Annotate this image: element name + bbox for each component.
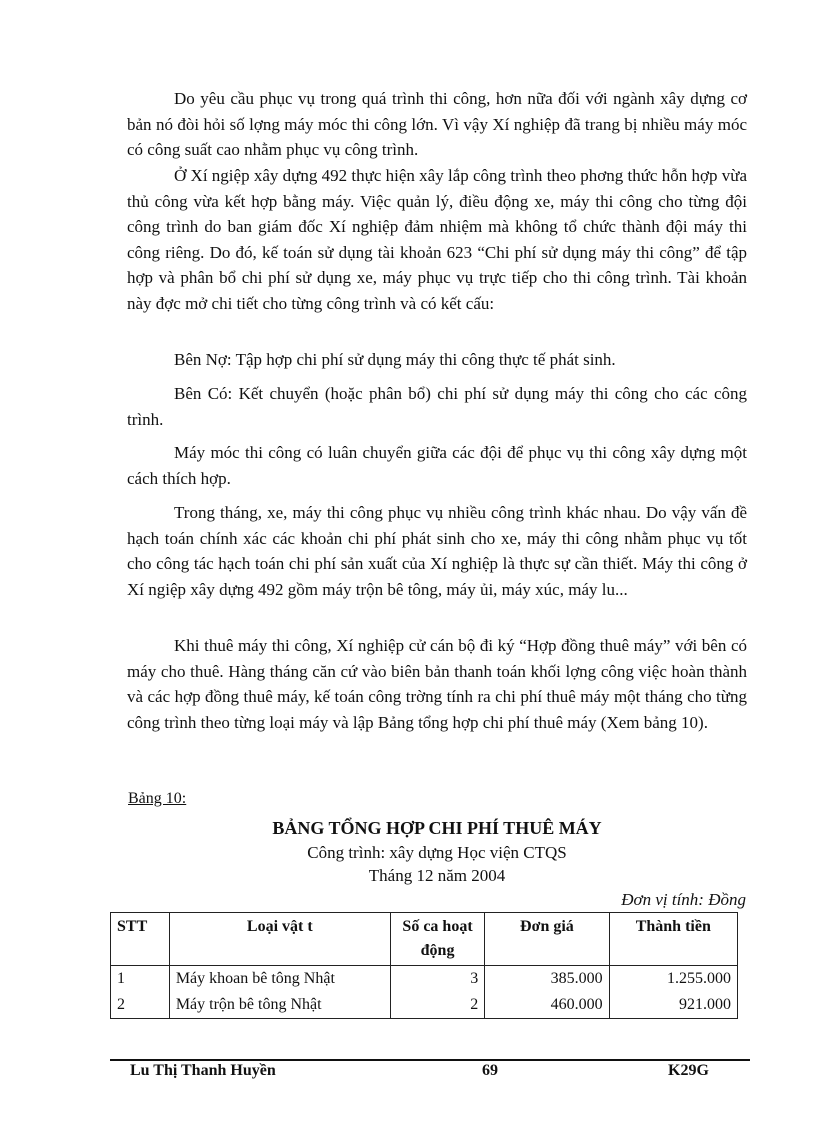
header-shift-count [390,913,484,966]
header-shift-count-line1: Số ca hoạt [402,918,473,935]
footer-author: Lu Thị Thanh Huyền [130,1062,276,1079]
cell-amount: 921.000 [609,992,737,1019]
table-header-row [111,913,738,966]
table-caption: Bảng 10: [128,790,187,807]
unit-label: Đơn vị tính: Đồng [621,890,746,909]
header-shift-count-line2: động [420,942,455,959]
paragraph-4: Bên Có: Kết chuyển (hoặc phân bổ) chi phí sử dụng máy thi công cho các công trình. [127,384,747,429]
cell-item-type: Máy khoan bê tông Nhật [169,966,390,993]
paragraph-3: Bên Nợ: Tập hợp chi phí sử dụng máy thi công thực tế phát sinh. [174,350,616,369]
header-unit-price: Đơn giá [485,913,609,966]
table-title: BẢNG TỔNG HỢP CHI PHÍ THUÊ MÁY [272,818,602,838]
cell-shift-count: 3 [390,966,484,993]
rental-cost-table [110,912,738,1019]
footer-page-number: 69 [482,1062,498,1079]
footer-class-code: K29G [668,1062,709,1079]
paragraph-1: Do yêu cầu phục vụ trong quá trình thi công, hơn nữa đối với ngành xây dựng cơ bản nó đòi hỏi số lợng máy móc thi công lớn. Vì vậy Xí nghiệp đã trang bị nhiều máy móc có công suất cao nhằm phục vụ công trình. [127,89,747,159]
cell-stt: 1 [111,966,170,993]
cell-unit-price: 460.000 [485,992,609,1019]
table-period: Tháng 12 năm 2004 [368,866,506,885]
cell-amount: 1.255.000 [609,966,737,993]
paragraph-6: Trong tháng, xe, máy thi công phục vụ nhiều công trình khác nhau. Do vậy vấn đề hạch toán chính xác các khoản chi phí phát sinh cho xe, máy thi công nhằm phục vụ tốt cho công tác hạch toán chi phí sản xuất của Xí nghiệp là thực sự cần thiết. Máy thi công ở Xí ngiệp xây dựng 492 gồm máy trộn bê tông, máy ủi, máy xúc, máy lu... [127,503,747,599]
table-row [111,966,738,993]
paragraph-7: Khi thuê máy thi công, Xí nghiệp cử cán bộ đi ký “Hợp đồng thuê máy” với bên có máy cho thuê. Hàng tháng căn cứ vào biên bản thanh toán khối lợng công việc hoàn thành và các hợp đồng thuê máy, kế toán công trờng tính ra chi phí thuê máy một tháng cho từng công trình theo từng loại máy và lập Bảng tổng hợp chi phí thuê máy (Xem bảng 10). [127,636,747,732]
header-stt: STT [111,913,170,966]
cell-unit-price: 385.000 [485,966,609,993]
cell-stt: 2 [111,992,170,1019]
header-amount: Thành tiền [609,913,737,966]
cell-item-type: Máy trộn bê tông Nhật [169,992,390,1019]
table-subtitle: Công trình: xây dựng Học viện CTQS [307,843,567,862]
table-row [111,992,738,1019]
header-item-type: Loại vật t [169,913,390,966]
paragraph-5: Máy móc thi công có luân chuyển giữa các đội để phục vụ thi công xây dựng một cách thích hợp. [127,443,747,488]
paragraph-2: Ở Xí ngiệp xây dựng 492 thực hiện xây lắp công trình theo phơng thức hỗn hợp vừa thủ công vừa kết hợp bằng máy. Việc quản lý, điều động xe, máy thi công cho từng đội công trình do ban giám đốc Xí nghiệp đảm nhiệm mà không tổ chức thành đội máy thi công riêng. Do đó, kế toán sử dụng tài khoản 623 “Chi phí sử dụng máy thi công” để tập hợp và phân bổ chi phí sử dụng xe, máy phục vụ trực tiếp cho thi công trình. Tài khoản này đợc mở chi tiết cho từng công trình và có kết cấu: [127,166,747,313]
footer-divider [110,1059,750,1061]
cell-shift-count: 2 [390,992,484,1019]
